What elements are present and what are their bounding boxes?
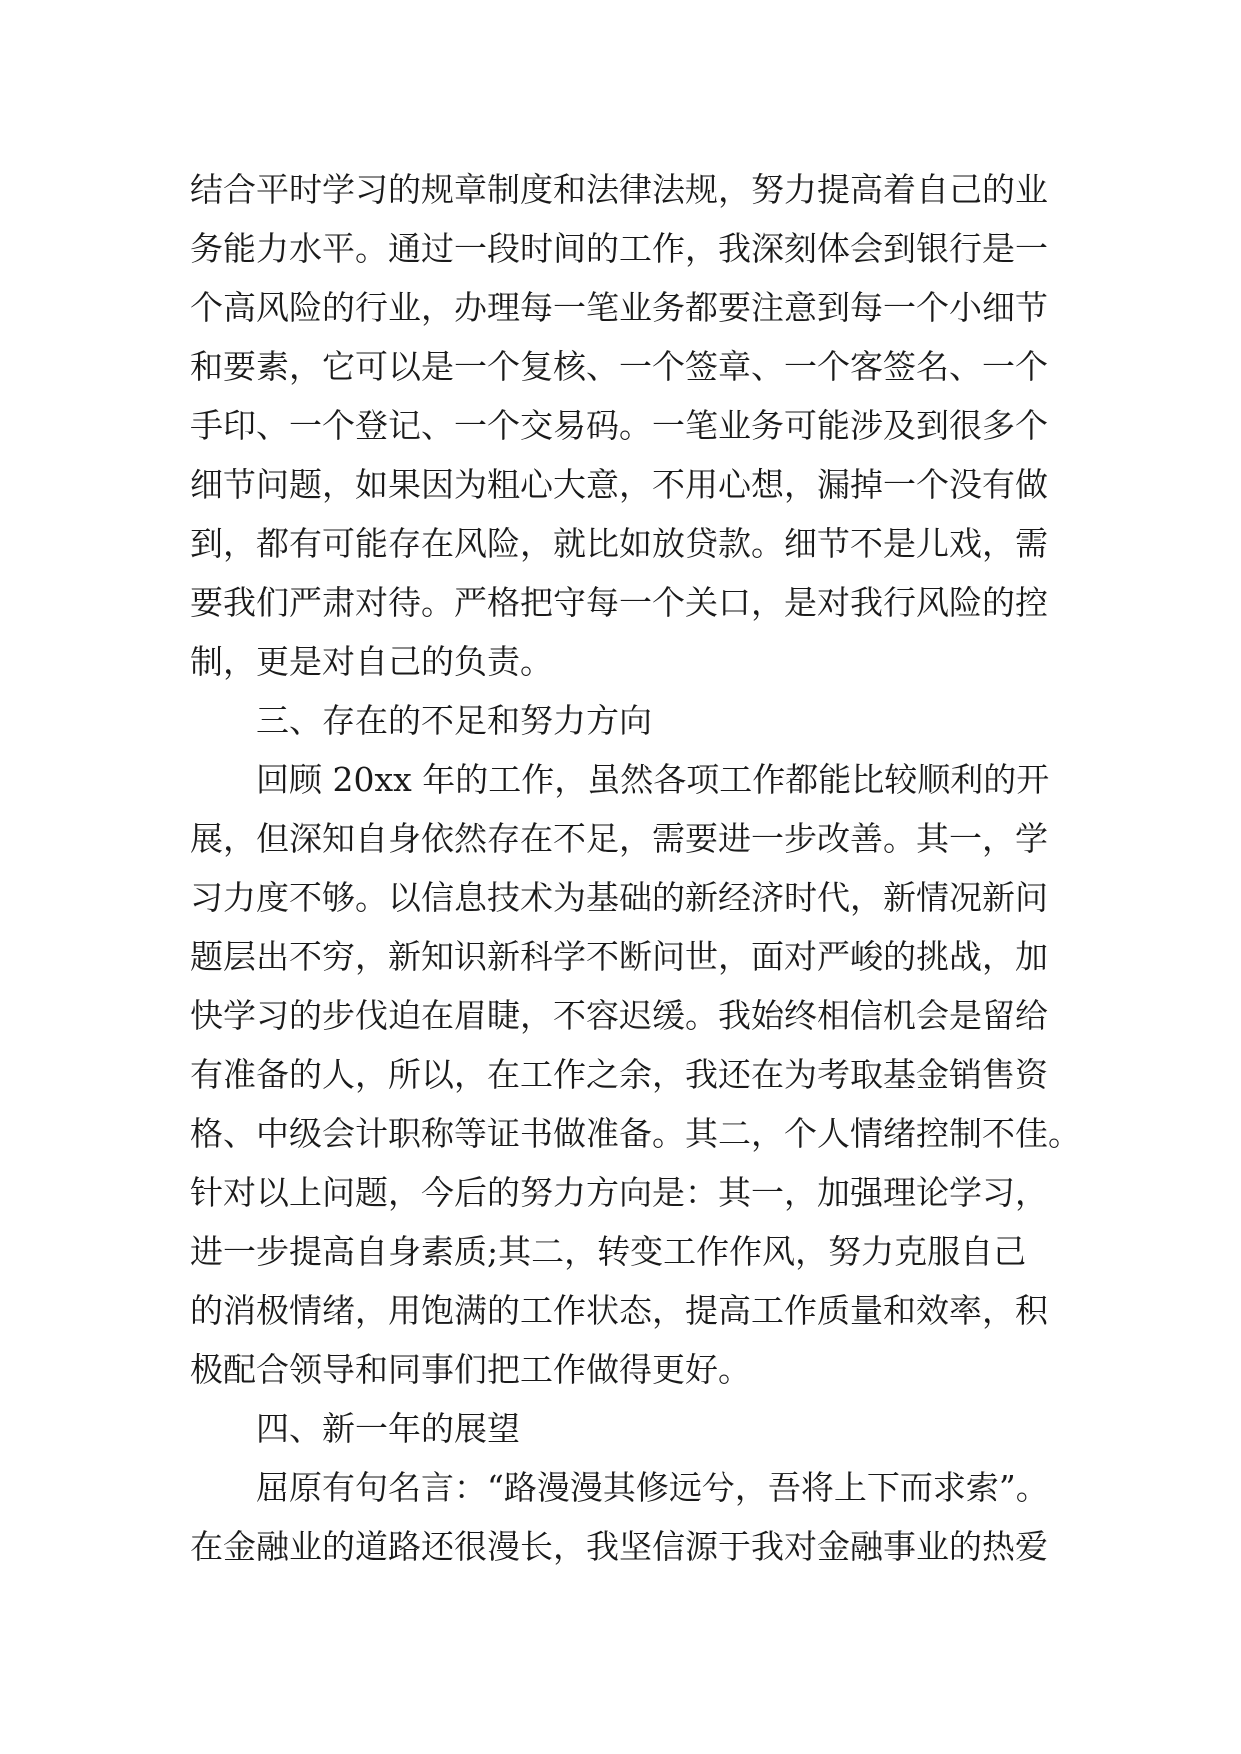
- text-line: 进一步提高自身素质;其二，转变工作作风，努力克服自己: [190, 1232, 1027, 1271]
- section-heading: 四、新一年的展望: [256, 1409, 520, 1448]
- text-line: 回顾 20xx 年的工作，虽然各项工作都能比较顺利的开: [256, 760, 1050, 799]
- text-line: 个高风险的行业，办理每一笔业务都要注意到每一个小细节: [190, 288, 1048, 327]
- text-line: 到，都有可能存在风险，就比如放贷款。细节不是儿戏，需: [190, 524, 1048, 563]
- text-line: 要我们严肃对待。严格把守每一个关口，是对我行风险的控: [190, 583, 1048, 622]
- text-line: 手印、一个登记、一个交易码。一笔业务可能涉及到很多个: [190, 406, 1048, 445]
- text-line: 展，但深知自身依然存在不足，需要进一步改善。其一，学: [190, 819, 1048, 858]
- text-line: 题层出不穷，新知识新科学不断问世，面对严峻的挑战，加: [190, 937, 1048, 976]
- section-heading: 三、存在的不足和努力方向: [256, 701, 652, 740]
- text-line: 结合平时学习的规章制度和法律法规，努力提高着自己的业: [190, 170, 1048, 209]
- text-line: 格、中级会计职称等证书做准备。其二，个人情绪控制不佳。: [190, 1114, 1081, 1153]
- text-line: 细节问题，如果因为粗心大意，不用心想，漏掉一个没有做: [190, 465, 1048, 504]
- text-line: 极配合领导和同事们把工作做得更好。: [190, 1350, 751, 1389]
- text-line: 制，更是对自己的负责。: [190, 642, 553, 681]
- text-line: 有准备的人，所以，在工作之余，我还在为考取基金销售资: [190, 1055, 1048, 1094]
- text-line: 在金融业的道路还很漫长，我坚信源于我对金融事业的热爱: [190, 1527, 1048, 1566]
- text-line: 习力度不够。以信息技术为基础的新经济时代，新情况新问: [190, 878, 1048, 917]
- body-text: [190, 160, 1081, 1576]
- text-line: 屈原有句名言：“路漫漫其修远兮，吾将上下而求索”。: [256, 1468, 1049, 1507]
- text-line: 务能力水平。通过一段时间的工作，我深刻体会到银行是一: [190, 229, 1048, 268]
- text-line: 的消极情绪，用饱满的工作状态，提高工作质量和效率，积: [190, 1291, 1048, 1330]
- text-line: 快学习的步伐迫在眉睫，不容迟缓。我始终相信机会是留给: [190, 996, 1048, 1035]
- text-line: 针对以上问题，今后的努力方向是：其一，加强理论学习，: [190, 1173, 1048, 1212]
- text-line: 和要素，它可以是一个复核、一个签章、一个客签名、一个: [190, 347, 1048, 386]
